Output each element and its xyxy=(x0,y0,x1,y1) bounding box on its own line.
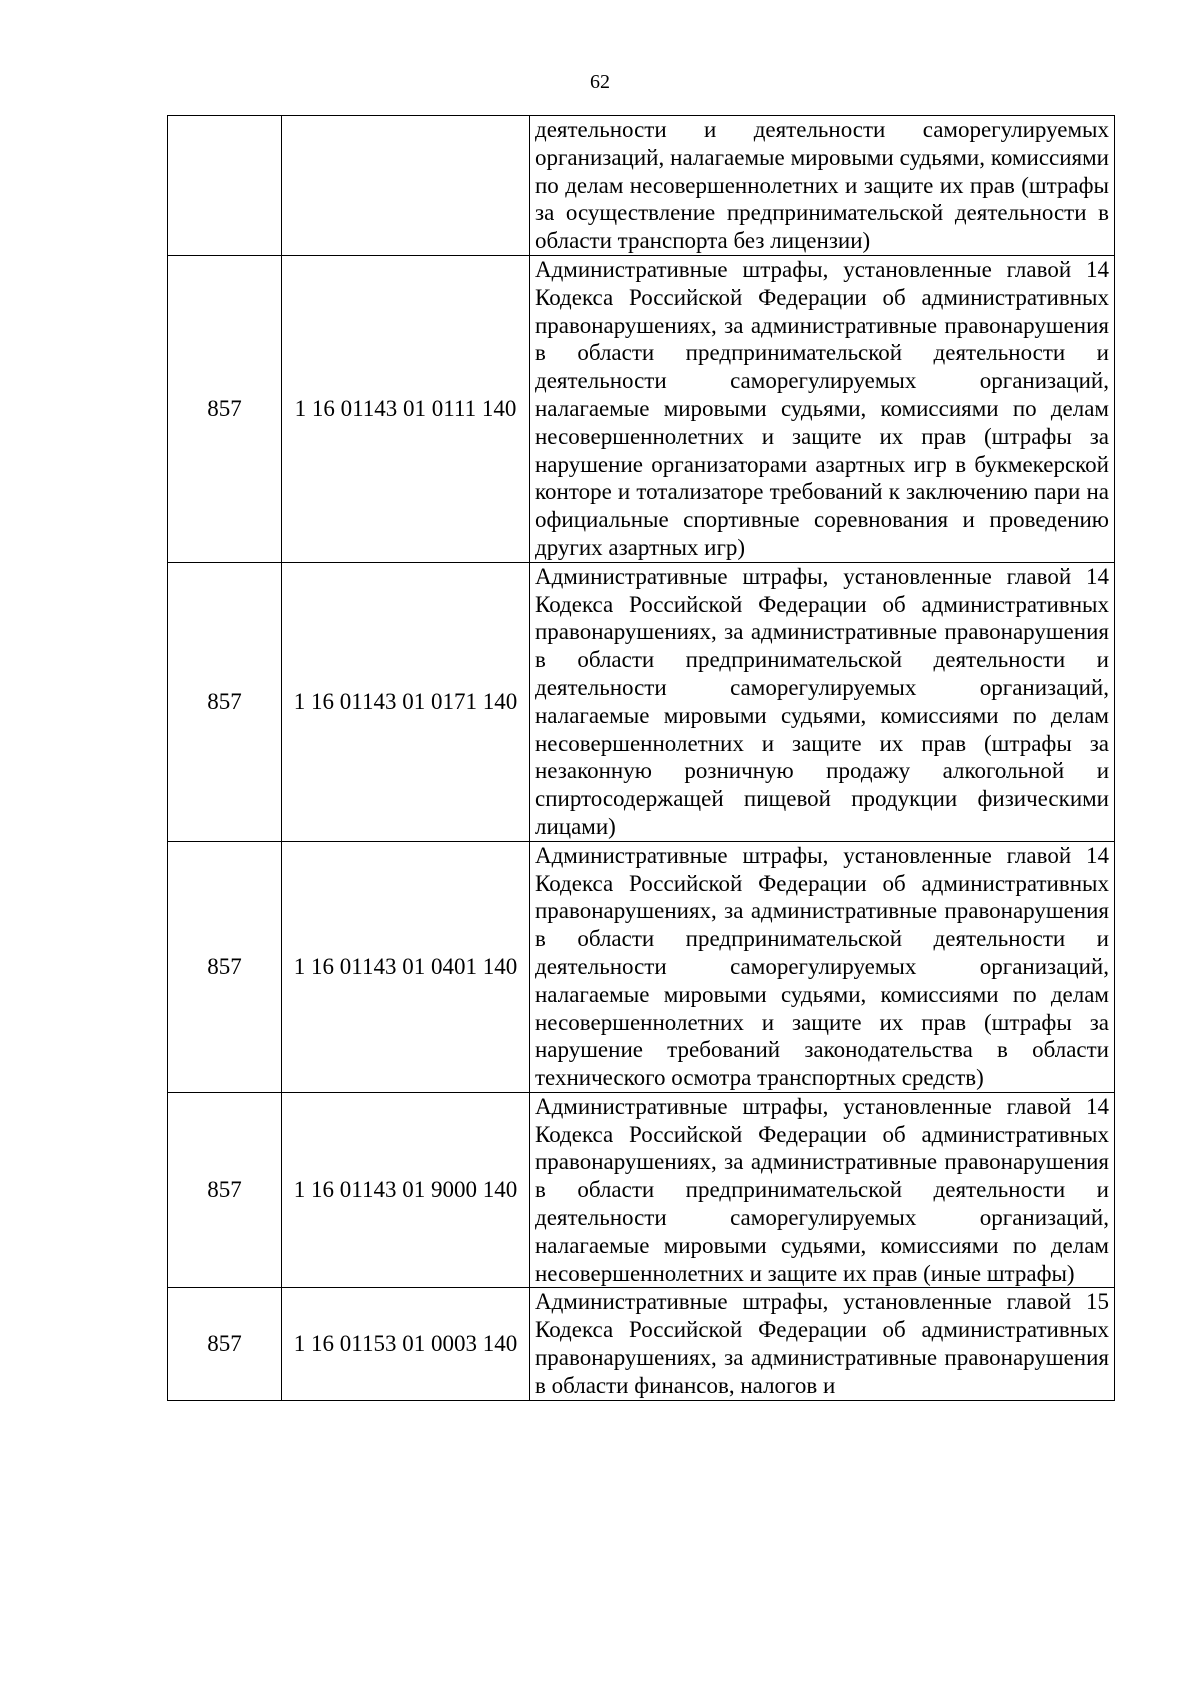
admin-code-cell: 857 xyxy=(168,562,282,841)
admin-code-cell: 857 xyxy=(168,1092,282,1288)
kbk-code-cell: 1 16 01143 01 0401 140 xyxy=(282,841,530,1092)
kbk-code-cell: 1 16 01143 01 0111 140 xyxy=(282,255,530,562)
kbk-code-cell: 1 16 01143 01 0171 140 xyxy=(282,562,530,841)
admin-code-cell: 857 xyxy=(168,255,282,562)
budget-classification-table xyxy=(167,115,1115,1401)
table-row xyxy=(168,562,1115,841)
description-cell: Административные штрафы, установленные главой 14 Кодекса Российской Федерации об административных правонарушениях, за административные правонарушения в области предпринимательской деятельности и деятельности саморегулируемых организаций, налагаемые мировыми судьями, комиссиями по делам несовершеннолетних и защите их прав (штрафы за незаконную розничную продажу алкогольной и спиртосодержащей пищевой продукции физическими лицами) xyxy=(530,562,1115,841)
admin-code-cell: 857 xyxy=(168,1288,282,1400)
admin-code-cell xyxy=(168,116,282,256)
description-cell: Административные штрафы, установленные главой 14 Кодекса Российской Федерации об административных правонарушениях, за административные правонарушения в области предпринимательской деятельности и деятельности саморегулируемых организаций, налагаемые мировыми судьями, комиссиями по делам несовершеннолетних и защите их прав (иные штрафы) xyxy=(530,1092,1115,1288)
kbk-code-cell xyxy=(282,116,530,256)
table-row xyxy=(168,841,1115,1092)
description-cell: Административные штрафы, установленные главой 15 Кодекса Российской Федерации об административных правонарушениях, за административные правонарушения в области финансов, налогов и xyxy=(530,1288,1115,1400)
description-cell: Административные штрафы, установленные главой 14 Кодекса Российской Федерации об административных правонарушениях, за административные правонарушения в области предпринимательской деятельности и деятельности саморегулируемых организаций, налагаемые мировыми судьями, комиссиями по делам несовершеннолетних и защите их прав (штрафы за нарушение организаторами азартных игр в букмекерской конторе и тотализаторе требований к заключению пари на официальные спортивные соревнования и проведению других азартных игр) xyxy=(530,255,1115,562)
description-cell: Административные штрафы, установленные главой 14 Кодекса Российской Федерации об административных правонарушениях, за административные правонарушения в области предпринимательской деятельности и деятельности саморегулируемых организаций, налагаемые мировыми судьями, комиссиями по делам несовершеннолетних и защите их прав (штрафы за нарушение требований законодательства в области технического осмотра транспортных средств) xyxy=(530,841,1115,1092)
kbk-code-cell: 1 16 01153 01 0003 140 xyxy=(282,1288,530,1400)
description-cell: деятельности и деятельности саморегулируемых организаций, налагаемые мировыми судьями, комиссиями по делам несовершеннолетних и защите их прав (штрафы за осуществление предпринимательской деятельности в области транспорта без лицензии) xyxy=(530,116,1115,256)
table-row xyxy=(168,1092,1115,1288)
admin-code-cell: 857 xyxy=(168,841,282,1092)
table-row xyxy=(168,1288,1115,1400)
kbk-code-cell: 1 16 01143 01 9000 140 xyxy=(282,1092,530,1288)
page-number: 62 xyxy=(590,71,610,93)
table-row xyxy=(168,255,1115,562)
table-row xyxy=(168,116,1115,256)
